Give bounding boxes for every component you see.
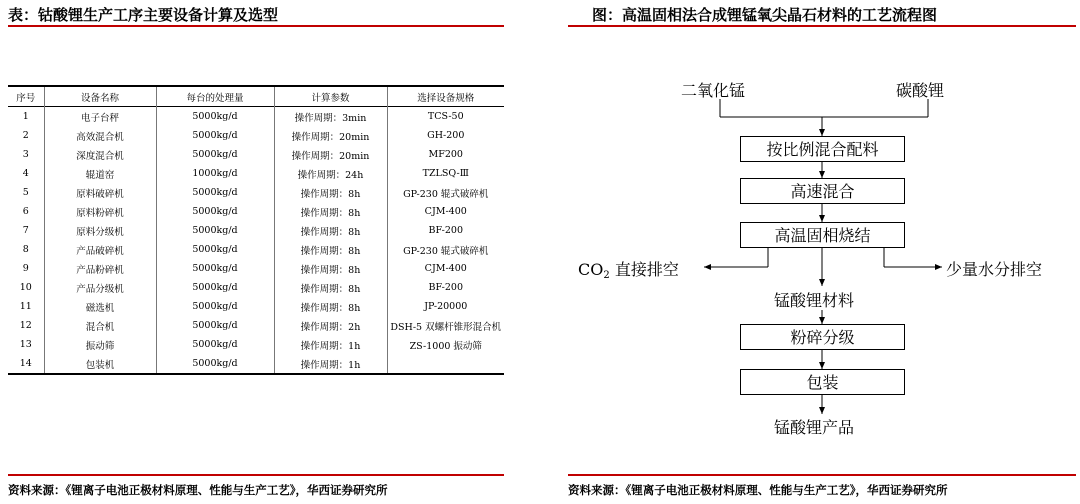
table-cell: 操作周期：8h <box>274 221 387 240</box>
source-note: 资料来源：《锂离子电池正极材料原理、性能与生产工艺》，华西证券研究所 <box>568 483 948 497</box>
table-title: 表：钴酸锂生产工序主要设备计算及选型 <box>8 6 279 24</box>
table-cell: 电子台秤 <box>44 107 156 127</box>
table-cell: 5000kg/d <box>156 240 274 259</box>
table-cell: 9 <box>22 263 29 274</box>
flowchart-title: 图：高温固相法合成锂锰氧尖晶石材料的工艺流程图 <box>592 6 938 24</box>
table-cell: 5000kg/d <box>156 278 274 297</box>
table-cell: GH-200 <box>387 126 504 145</box>
table-cell: 5000kg/d <box>156 297 274 316</box>
table-cell: 操作周期：2h <box>274 316 387 335</box>
source-note: 资料来源：《锂离子电池正极材料原理、性能与生产工艺》，华西证券研究所 <box>8 483 388 497</box>
table-cell: 操作周期：1h <box>274 335 387 354</box>
table-cell: 1000kg/d <box>156 164 274 183</box>
co2-exhaust-label: $CO_2$ 直接排空 <box>578 260 679 281</box>
table-cell: 深度混合机 <box>44 145 156 164</box>
table-cell: 振动筛 <box>44 335 156 354</box>
table-cell: 操作周期：20min <box>274 145 387 164</box>
table-cell: BF-200 <box>387 221 504 240</box>
table-cell: 2 <box>22 130 29 141</box>
table-cell: 8 <box>22 244 29 255</box>
table-cell: GP-230 辊式破碎机 <box>387 183 504 202</box>
table-cell: 7 <box>22 225 29 236</box>
table-cell: 5000kg/d <box>156 221 274 240</box>
table-cell: TCS-50 <box>387 107 504 127</box>
table-cell: 操作周期：8h <box>274 297 387 316</box>
table-cell: 5000kg/d <box>156 202 274 221</box>
table-cell: 5000kg/d <box>156 107 274 127</box>
column-header: 每台的处理量 <box>156 86 274 107</box>
table-cell: 5000kg/d <box>156 354 274 374</box>
input-manganese-dioxide: 二氧化锰 <box>681 81 746 100</box>
table-cell: 5000kg/d <box>156 335 274 354</box>
table-cell: MF200 <box>387 145 504 164</box>
column-header: 序号 <box>16 92 36 104</box>
table-cell: 磁选机 <box>44 297 156 316</box>
input-lithium-carbonate: 碳酸锂 <box>896 81 945 100</box>
final-product-label: 锰酸锂产品 <box>774 418 855 437</box>
table-cell: 高效混合机 <box>44 126 156 145</box>
table-cell: 原料破碎机 <box>44 183 156 202</box>
table-cell: BF-200 <box>387 278 504 297</box>
table-cell: 10 <box>19 282 32 293</box>
step-packing-box: 包装 <box>740 369 905 395</box>
table-cell: 操作周期：8h <box>274 202 387 221</box>
table-cell: 12 <box>19 320 32 331</box>
table-cell: 操作周期：3min <box>274 107 387 127</box>
table-cell: 产品分级机 <box>44 278 156 297</box>
table-cell: 3 <box>22 149 29 160</box>
table-cell: 产品破碎机 <box>44 240 156 259</box>
table-cell: 1 <box>22 111 29 122</box>
table-cell: 5000kg/d <box>156 145 274 164</box>
table-cell: 11 <box>19 301 32 312</box>
table-cell: 14 <box>19 358 32 369</box>
table-cell: DSH-5 双螺杆锥形混合机 <box>387 316 504 335</box>
step-crushing-grading-box: 粉碎分级 <box>740 324 905 350</box>
source-rule <box>568 474 1076 476</box>
table-cell: ZS-1000 振动筛 <box>387 335 504 354</box>
table-cell: 5000kg/d <box>156 126 274 145</box>
table-cell: 操作周期：8h <box>274 278 387 297</box>
table-cell: 产品粉碎机 <box>44 259 156 278</box>
table-cell: 4 <box>22 168 29 179</box>
table-cell: 5000kg/d <box>156 259 274 278</box>
table-cell: 操作周期：24h <box>274 164 387 183</box>
table-cell: 操作周期：1h <box>274 354 387 374</box>
table-cell: 操作周期：8h <box>274 183 387 202</box>
column-header: 选择设备规格 <box>387 86 504 107</box>
table-cell: TZLSQ-Ⅲ <box>387 164 504 183</box>
table-cell: 原料分级机 <box>44 221 156 240</box>
step-sintering-box: 高温固相烧结 <box>740 222 905 248</box>
table-cell: JP-20000 <box>387 297 504 316</box>
column-header: 计算参数 <box>274 86 387 107</box>
column-header: 设备名称 <box>44 86 156 107</box>
table-cell: CJM-400 <box>387 259 504 278</box>
table-cell: 操作周期：8h <box>274 240 387 259</box>
table-cell: 5000kg/d <box>156 183 274 202</box>
table-cell: 操作周期：20min <box>274 126 387 145</box>
table-cell: 5000kg/d <box>156 316 274 335</box>
water-exhaust-label: 少量水分排空 <box>946 260 1043 279</box>
step-batching-box: 按比例混合配料 <box>740 136 905 162</box>
intermediate-lmo-label: 锰酸锂材料 <box>774 291 855 310</box>
table-cell: 辊道窑 <box>44 164 156 183</box>
table-cell: 包装机 <box>44 354 156 374</box>
table-cell: CJM-400 <box>387 202 504 221</box>
step-high-speed-mixing-box: 高速混合 <box>740 178 905 204</box>
table-cell: 13 <box>19 339 32 350</box>
table-cell: 混合机 <box>44 316 156 335</box>
table-cell: 操作周期：8h <box>274 259 387 278</box>
table-cell: 5 <box>22 187 29 198</box>
table-cell: 原料粉碎机 <box>44 202 156 221</box>
table-cell: 6 <box>22 206 29 217</box>
table-cell: GP-230 辊式破碎机 <box>387 240 504 259</box>
